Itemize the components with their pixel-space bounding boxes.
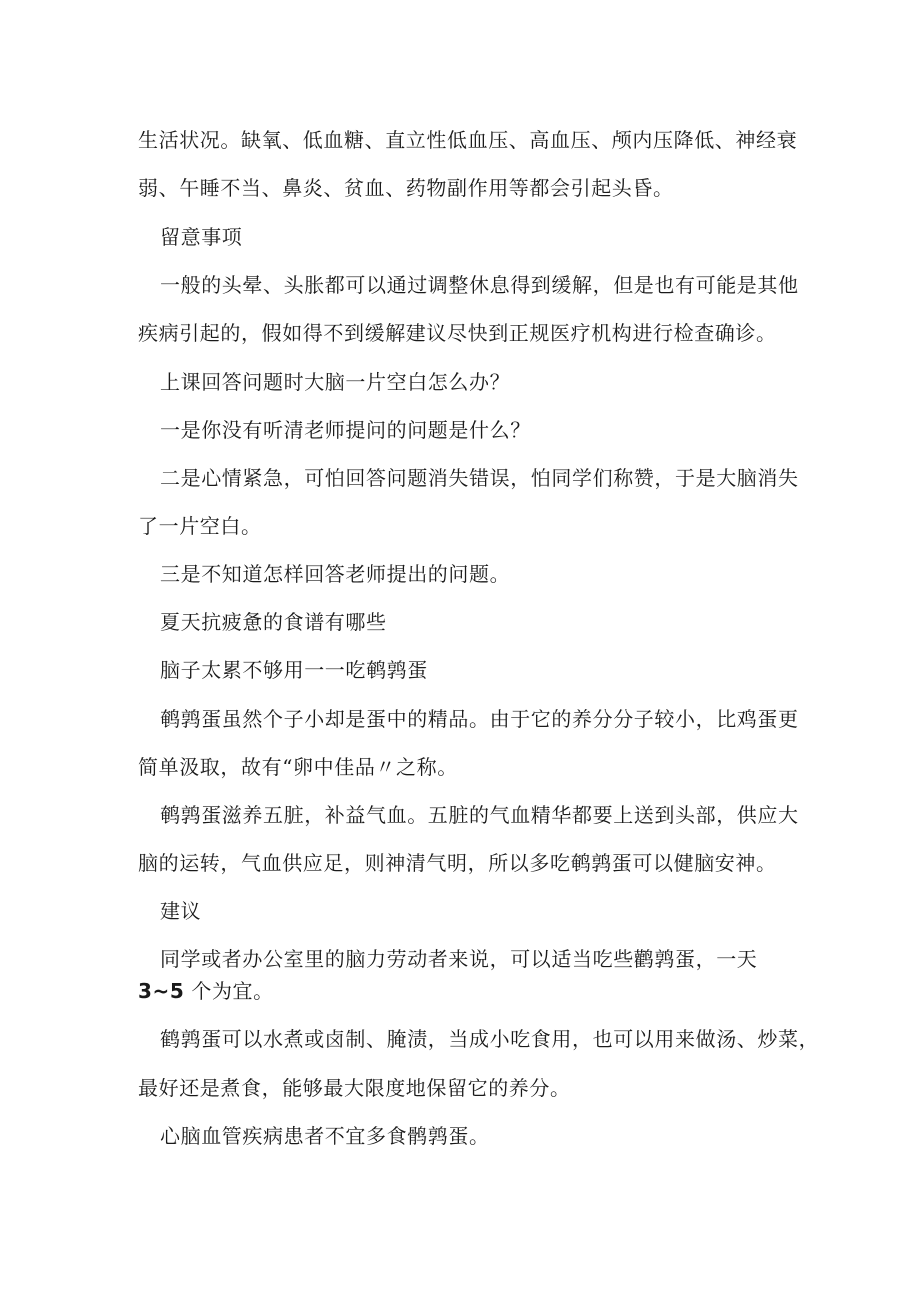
paragraph-line: 二是心情紧急，可怕回答问题消失错误，怕同学们称赞，于是大脑消失 <box>160 466 799 490</box>
paragraph-line: 脑的运转，气血供应足，则神清气明，所以多吃鹌鹑蛋可以健脑安神。 <box>138 851 777 875</box>
subsection-heading: 脑子太累不够用一一吃鹌鹑蛋 <box>160 658 428 682</box>
section-heading: 留意事项 <box>160 225 243 249</box>
paragraph-line: 弱、午睡不当、鼻炎、贫血、药物副作用等都会引起头昏。 <box>138 176 674 200</box>
quantity-range: 3~5 <box>138 979 185 1003</box>
paragraph-line: 一是你没有听清老师提问的问题是什么？ <box>160 418 531 442</box>
paragraph-line: 一般的头晕、头胀都可以通过调整休息得到缓解，但是也有可能是其他 <box>160 273 799 297</box>
question-heading: 上课回答问题时大脑一片空白怎么办？ <box>160 370 511 394</box>
paragraph-line: 鹌鹑蛋虽然个子小却是蛋中的精品。由于它的养分分子较小，比鸡蛋更 <box>160 707 799 731</box>
paragraph-line: 疾病引起的，假如得不到缓解建议尽快到正规医疗机构进行检查确诊。 <box>138 321 777 345</box>
paragraph-line <box>138 979 274 1003</box>
paragraph-line: 最好还是煮食，能够最大限度地保留它的养分。 <box>138 1076 571 1100</box>
paragraph-line: 了一片空白。 <box>138 514 262 538</box>
paragraph-line: 鹌鹑蛋滋养五脏，补益气血。五脏的气血精华都要上送到头部，供应大 <box>160 803 799 827</box>
quantity-text: 个为宜。 <box>191 979 274 1003</box>
paragraph-line: 三是不知道怎样回答老师提出的问题。 <box>160 562 511 586</box>
paragraph-line: 简单汲取，故有“卵中佳品〃之称。 <box>138 755 458 779</box>
paragraph-line: 鹤鹑蛋可以水煮或卤制、腌渍，当成小吃食用，也可以用来做汤、炒菜， <box>160 1027 820 1051</box>
paragraph-line: 同学或者办公室里的脑力劳动者来说，可以适当吃些鹳鹑蛋，一天 <box>160 947 758 971</box>
paragraph-line: 心脑血管疾病患者不宜多食鹘鹑蛋。 <box>160 1124 490 1148</box>
section-heading: 夏天抗疲惫的食谱有哪些 <box>160 610 387 634</box>
paragraph-line: 生活状况。缺氧、低血糖、直立性低血压、高血压、颅内压降低、神经衰 <box>138 128 798 152</box>
section-heading: 建议 <box>160 899 202 923</box>
